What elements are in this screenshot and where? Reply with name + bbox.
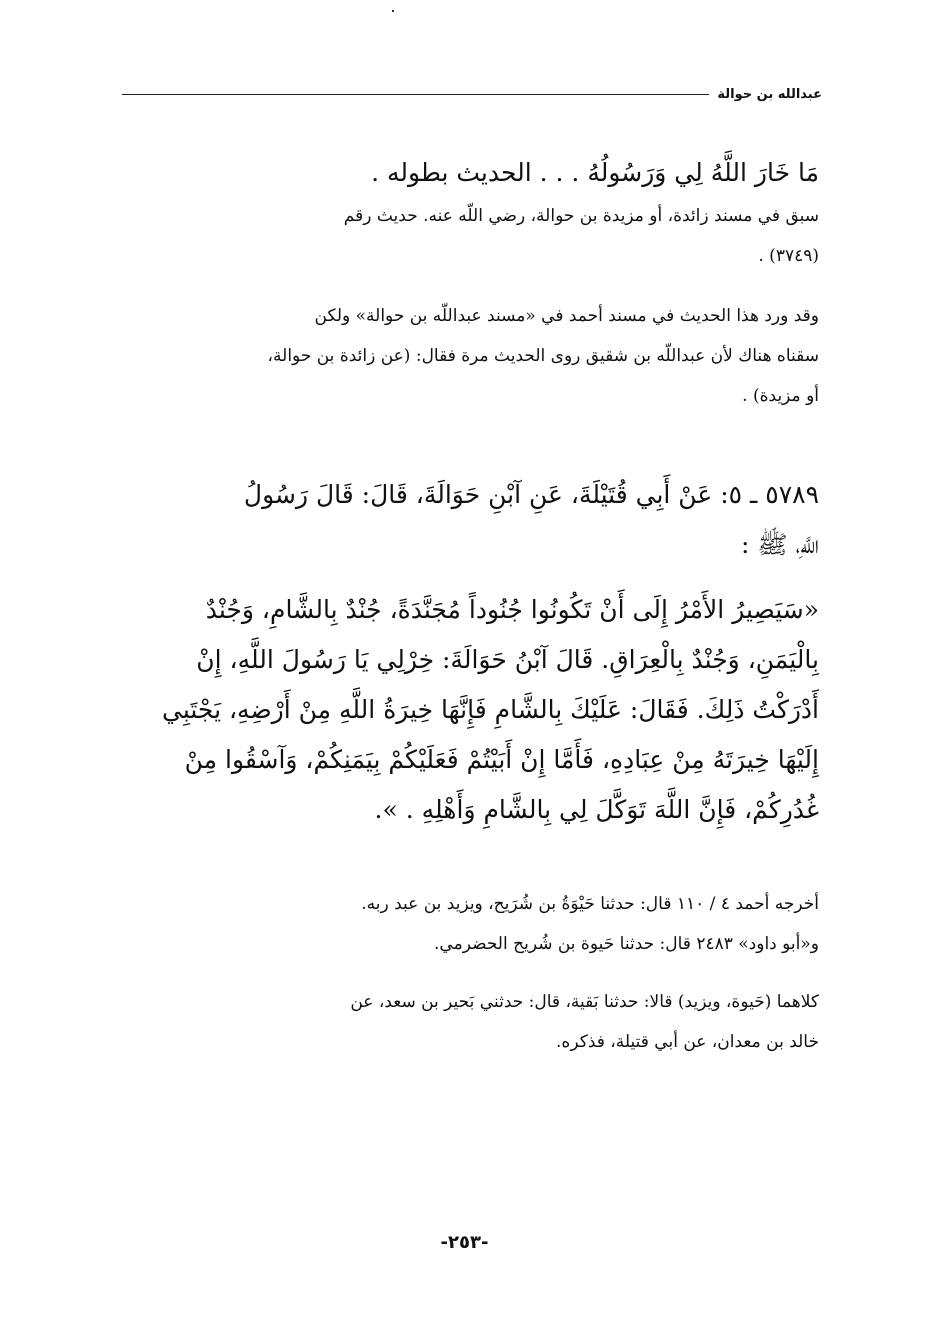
text-line: غُدُرِكُمْ، فَإِنَّ اللَّهَ تَوَكَّلَ لِي بِالشَّامِ وَأَهْلِهِ . ». [374, 795, 819, 824]
header-title: عبدالله بن حوالة [717, 86, 822, 102]
hadith-ending-paragraph [119, 148, 819, 198]
text-line: ٥٧٨٩ ـ ٥: عَنْ أَبِي قُتَيْلَةَ، عَنِ آبْنِ حَوَالَةَ، قَالَ: قَالَ رَسُولُ [243, 480, 819, 509]
text-line: أو مزيدة) . [742, 386, 819, 406]
scan-speck [392, 10, 394, 12]
text-line: سقناه هناك لأن عبداللّه بن شقيق روى الحديث مرة فقال: (عن زائدة بن حوالة، [267, 346, 819, 366]
text-line: أَدْرَكْتُ ذَلِكَ. فَقَالَ: عَلَيْكَ بِالشَّامِ فَإِنَّهَا خِيرَةُ اللَّهِ مِنْ أَرْضِهِ، يَجْتَبِي [162, 695, 819, 724]
running-header [122, 82, 822, 106]
takhrij-note [119, 884, 819, 964]
text-line: سبق في مسند زائدة، أو مزيدة بن حوالة، رضي اللّه عنه. حديث رقم [343, 206, 819, 226]
text-line: خالد بن معدان، عن أبي قتيلة، فذكره. [556, 1032, 819, 1052]
hadith-text-paragraph [119, 585, 819, 835]
isnad-note [119, 982, 819, 1062]
text-line: «سَيَصِيرُ الأَمْرُ إِلَى أَنْ تَكُونُوا جُنُوداً مُجَنَّدَةً، جُنْدٌ بِالشَّامِ، وَجُنْدٌ [205, 595, 819, 624]
header-rule [122, 94, 709, 95]
text-line: اللَّهِ، ﷺ : [741, 530, 819, 559]
page-number: -٢٥٣- [440, 1232, 489, 1253]
text-line: مَا خَارَ اللَّهُ لِي وَرَسُولُهُ . . . الحديث بطوله . [371, 158, 819, 187]
hadith-chain-paragraph [119, 470, 819, 570]
explanatory-note [119, 296, 819, 416]
text-line: بِالْيَمَنِ، وَجُنْدٌ بِالْعِرَاقِ. قَالَ آبْنُ حَوَالَةَ: خِرْلِي يَا رَسُولَ اللَّهِ، إِنْ [196, 645, 819, 674]
text-line: (٣٧٤٩) . [758, 246, 819, 266]
text-line: إِلَيْهَا خِيرَتَهُ مِنْ عِبَادِهِ، فَأَمَّا إِنْ أَبَيْتُمْ فَعَلَيْكُمْ بِيَمَنِكُمْ، وَآسْقُوا مِنْ [184, 745, 819, 774]
text-line: وقد ورد هذا الحديث في مسند أحمد في «مسند عبداللّه بن حوالة» ولكن [314, 306, 819, 326]
text-line: كلاهما (حَيوة، ويزيد) قالا: حدثنا بَقية، قال: حدثني بَحير بن سعد، عن [350, 992, 819, 1012]
text-line: أخرجه أحمد ٤ / ١١٠ قال: حدثنا حَيْوَةُ بن شُرَيح، ويزيد بن عبد ربه. [361, 894, 819, 914]
cross-reference-note [119, 196, 819, 276]
text-line: و«أبو داود» ٢٤٨٣ قال: حدثنا حَيوة بن شُريح الحضرمي. [434, 934, 819, 954]
